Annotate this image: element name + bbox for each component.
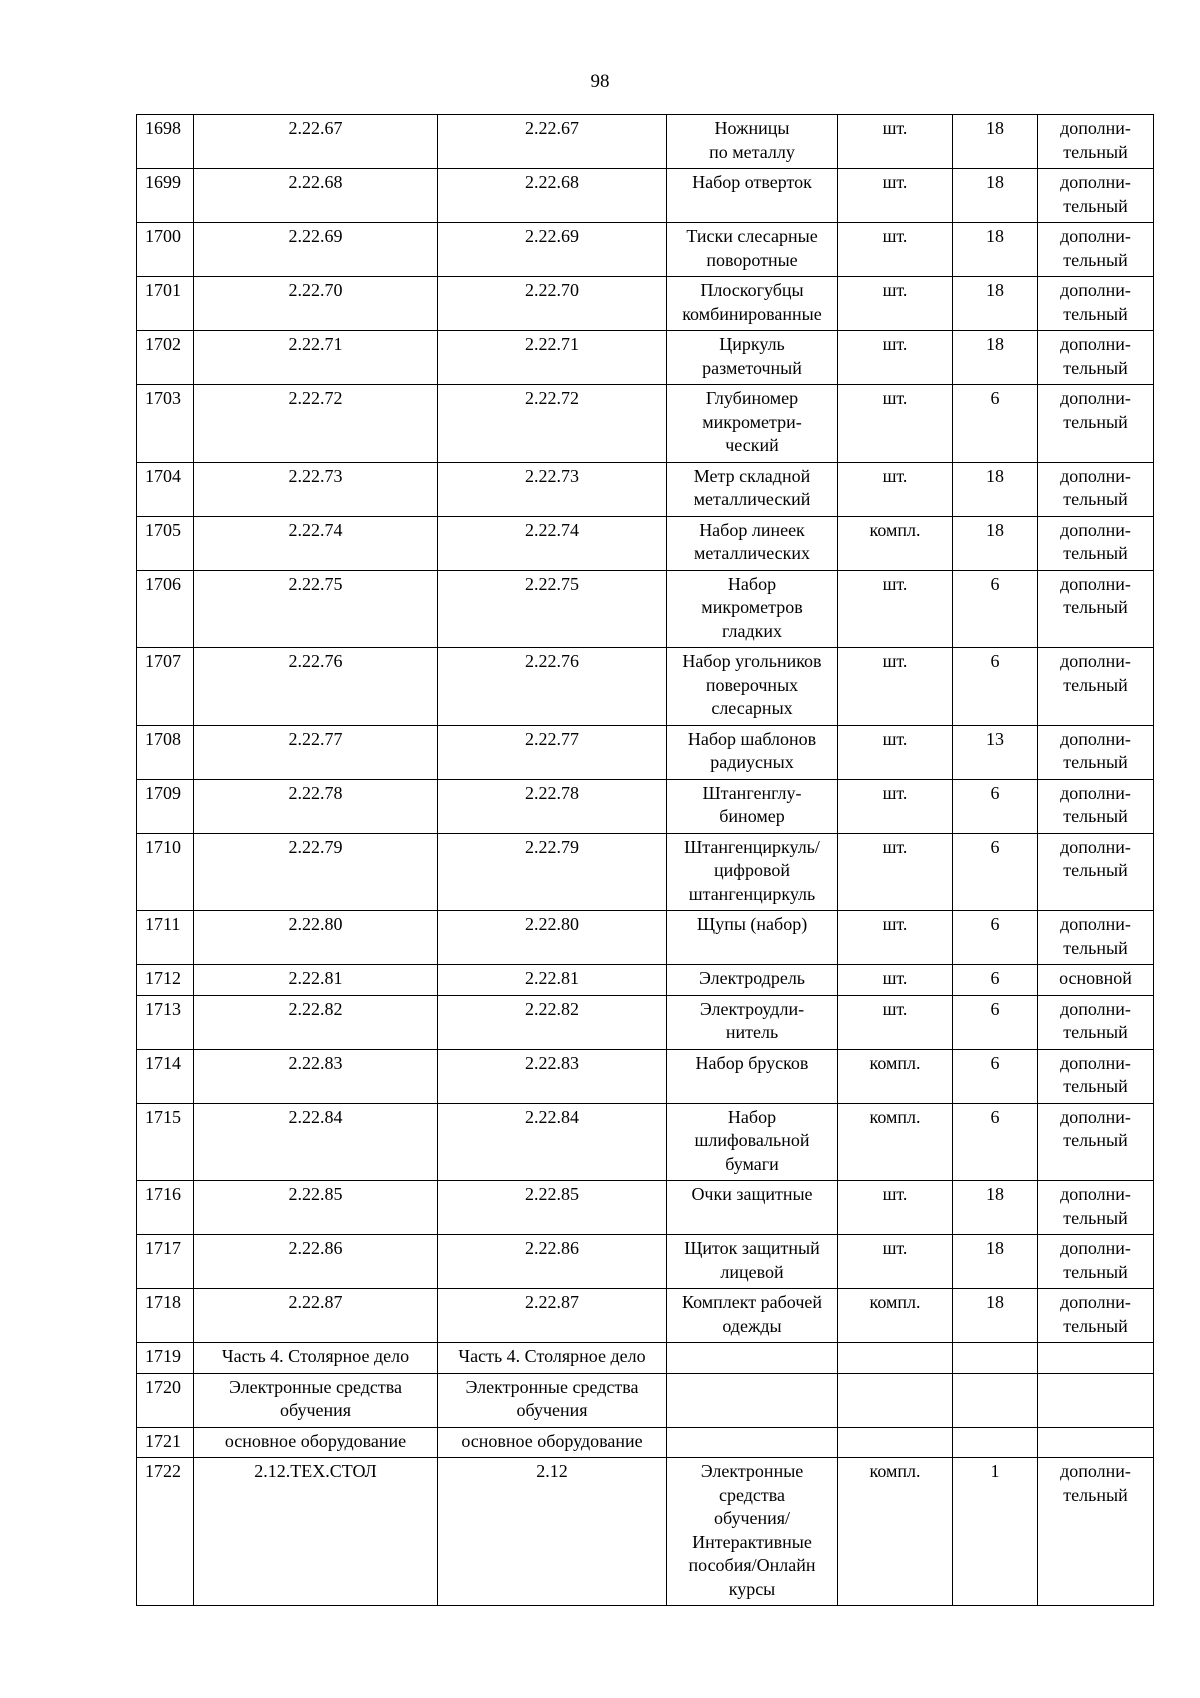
row-number-cell: 1703 — [137, 385, 194, 463]
unit-cell: шт. — [838, 277, 953, 331]
category-cell: дополни- тельный — [1038, 779, 1154, 833]
ref-code-cell: 2.22.81 — [438, 965, 667, 996]
ref-code-cell: 2.22.74 — [438, 516, 667, 570]
quantity-cell: 18 — [953, 277, 1038, 331]
quantity-cell: 6 — [953, 965, 1038, 996]
quantity-cell: 6 — [953, 570, 1038, 648]
category-cell: дополни- тельный — [1038, 1235, 1154, 1289]
category-cell: дополни- тельный — [1038, 115, 1154, 169]
table-row — [137, 1458, 1154, 1606]
code-cell: 2.22.82 — [194, 995, 438, 1049]
item-name-cell: Циркуль разметочный — [667, 331, 838, 385]
table-row — [137, 1181, 1154, 1235]
quantity-cell — [953, 1373, 1038, 1427]
quantity-cell — [953, 1343, 1038, 1374]
table-row — [137, 965, 1154, 996]
category-cell: дополни- тельный — [1038, 1103, 1154, 1181]
category-cell: дополни- тельный — [1038, 1049, 1154, 1103]
unit-cell — [838, 1343, 953, 1374]
category-cell: дополни- тельный — [1038, 570, 1154, 648]
code-cell: 2.12.ТЕХ.СТОЛ — [194, 1458, 438, 1606]
category-cell: дополни- тельный — [1038, 331, 1154, 385]
code-cell: 2.22.85 — [194, 1181, 438, 1235]
ref-code-cell: 2.22.79 — [438, 833, 667, 911]
item-name-cell: Глубиномер микрометри- ческий — [667, 385, 838, 463]
quantity-cell: 6 — [953, 1103, 1038, 1181]
item-name-cell: Набор угольников поверочных слесарных — [667, 648, 838, 726]
unit-cell: шт. — [838, 1235, 953, 1289]
row-number-cell: 1720 — [137, 1373, 194, 1427]
category-cell — [1038, 1373, 1154, 1427]
category-cell: основной — [1038, 965, 1154, 996]
category-cell — [1038, 1343, 1154, 1374]
ref-code-cell: 2.22.75 — [438, 570, 667, 648]
item-name-cell: Очки защитные — [667, 1181, 838, 1235]
unit-cell: шт. — [838, 965, 953, 996]
table-row — [137, 779, 1154, 833]
equipment-table — [136, 114, 1154, 1606]
item-name-cell: Электродрель — [667, 965, 838, 996]
code-cell: 2.22.80 — [194, 911, 438, 965]
ref-code-cell: 2.22.83 — [438, 1049, 667, 1103]
row-number-cell: 1722 — [137, 1458, 194, 1606]
item-name-cell: Щупы (набор) — [667, 911, 838, 965]
category-cell: дополни- тельный — [1038, 169, 1154, 223]
item-name-cell: Штангенглу- биномер — [667, 779, 838, 833]
category-cell — [1038, 1427, 1154, 1458]
item-name-cell: Набор шлифовальной бумаги — [667, 1103, 838, 1181]
table-row — [137, 1049, 1154, 1103]
item-name-cell: Набор отверток — [667, 169, 838, 223]
category-cell: дополни- тельный — [1038, 1181, 1154, 1235]
table-row — [137, 516, 1154, 570]
item-name-cell: Набор линеек металлических — [667, 516, 838, 570]
ref-code-cell: 2.22.71 — [438, 331, 667, 385]
table-row — [137, 911, 1154, 965]
table-row — [137, 1343, 1154, 1374]
quantity-cell: 1 — [953, 1458, 1038, 1606]
ref-code-cell: 2.22.78 — [438, 779, 667, 833]
unit-cell: компл. — [838, 516, 953, 570]
row-number-cell: 1707 — [137, 648, 194, 726]
unit-cell: шт. — [838, 115, 953, 169]
quantity-cell: 18 — [953, 462, 1038, 516]
category-cell: дополни- тельный — [1038, 995, 1154, 1049]
code-cell: 2.22.74 — [194, 516, 438, 570]
item-name-cell: Комплект рабочей одежды — [667, 1289, 838, 1343]
row-number-cell: 1699 — [137, 169, 194, 223]
row-number-cell: 1705 — [137, 516, 194, 570]
category-cell: дополни- тельный — [1038, 725, 1154, 779]
quantity-cell: 18 — [953, 1289, 1038, 1343]
ref-code-cell: 2.22.85 — [438, 1181, 667, 1235]
row-number-cell: 1701 — [137, 277, 194, 331]
code-cell: 2.22.81 — [194, 965, 438, 996]
unit-cell — [838, 1373, 953, 1427]
code-cell: 2.22.69 — [194, 223, 438, 277]
category-cell: дополни- тельный — [1038, 462, 1154, 516]
category-cell: дополни- тельный — [1038, 1458, 1154, 1606]
category-cell: дополни- тельный — [1038, 516, 1154, 570]
ref-code-cell: 2.22.84 — [438, 1103, 667, 1181]
ref-code-cell: 2.22.86 — [438, 1235, 667, 1289]
unit-cell: шт. — [838, 385, 953, 463]
table-row — [137, 725, 1154, 779]
ref-code-cell: основное оборудование — [438, 1427, 667, 1458]
quantity-cell: 6 — [953, 911, 1038, 965]
item-name-cell: Щиток защитный лицевой — [667, 1235, 838, 1289]
quantity-cell: 18 — [953, 169, 1038, 223]
item-name-cell: Набор шаблонов радиусных — [667, 725, 838, 779]
code-cell: основное оборудование — [194, 1427, 438, 1458]
item-name-cell: Плоскогубцы комбинированные — [667, 277, 838, 331]
row-number-cell: 1719 — [137, 1343, 194, 1374]
ref-code-cell: 2.22.80 — [438, 911, 667, 965]
table-row — [137, 277, 1154, 331]
quantity-cell: 6 — [953, 1049, 1038, 1103]
row-number-cell: 1698 — [137, 115, 194, 169]
code-cell: 2.22.86 — [194, 1235, 438, 1289]
code-cell: 2.22.71 — [194, 331, 438, 385]
table-body — [137, 115, 1154, 1606]
category-cell: дополни- тельный — [1038, 648, 1154, 726]
code-cell: 2.22.68 — [194, 169, 438, 223]
row-number-cell: 1716 — [137, 1181, 194, 1235]
item-name-cell: Электронные средства обучения/ Интерактивные пособия/Онлайн курсы — [667, 1458, 838, 1606]
quantity-cell: 18 — [953, 115, 1038, 169]
unit-cell: компл. — [838, 1458, 953, 1606]
unit-cell: компл. — [838, 1289, 953, 1343]
quantity-cell: 18 — [953, 1181, 1038, 1235]
code-cell: 2.22.70 — [194, 277, 438, 331]
quantity-cell: 6 — [953, 648, 1038, 726]
table-row — [137, 1289, 1154, 1343]
page-number: 98 — [590, 71, 610, 92]
code-cell: 2.22.77 — [194, 725, 438, 779]
row-number-cell: 1711 — [137, 911, 194, 965]
unit-cell: шт. — [838, 169, 953, 223]
quantity-cell: 6 — [953, 779, 1038, 833]
row-number-cell: 1714 — [137, 1049, 194, 1103]
item-name-cell: Метр складной металлический — [667, 462, 838, 516]
row-number-cell: 1710 — [137, 833, 194, 911]
row-number-cell: 1715 — [137, 1103, 194, 1181]
unit-cell: компл. — [838, 1103, 953, 1181]
category-cell: дополни- тельный — [1038, 223, 1154, 277]
unit-cell: шт. — [838, 725, 953, 779]
table-row — [137, 1373, 1154, 1427]
row-number-cell: 1708 — [137, 725, 194, 779]
code-cell: 2.22.78 — [194, 779, 438, 833]
code-cell: 2.22.75 — [194, 570, 438, 648]
table-row — [137, 385, 1154, 463]
unit-cell: шт. — [838, 223, 953, 277]
item-name-cell — [667, 1343, 838, 1374]
row-number-cell: 1706 — [137, 570, 194, 648]
ref-code-cell: 2.22.77 — [438, 725, 667, 779]
table-row — [137, 1103, 1154, 1181]
item-name-cell: Электроудли- нитель — [667, 995, 838, 1049]
quantity-cell: 18 — [953, 331, 1038, 385]
item-name-cell: Набор брусков — [667, 1049, 838, 1103]
unit-cell: шт. — [838, 462, 953, 516]
item-name-cell — [667, 1373, 838, 1427]
ref-code-cell: 2.22.68 — [438, 169, 667, 223]
code-cell: 2.22.79 — [194, 833, 438, 911]
unit-cell — [838, 1427, 953, 1458]
row-number-cell: 1713 — [137, 995, 194, 1049]
ref-code-cell: 2.22.87 — [438, 1289, 667, 1343]
quantity-cell: 6 — [953, 833, 1038, 911]
quantity-cell: 18 — [953, 223, 1038, 277]
row-number-cell: 1702 — [137, 331, 194, 385]
table-row — [137, 331, 1154, 385]
table-row — [137, 833, 1154, 911]
category-cell: дополни- тельный — [1038, 277, 1154, 331]
quantity-cell: 6 — [953, 995, 1038, 1049]
unit-cell: шт. — [838, 648, 953, 726]
table-row — [137, 462, 1154, 516]
code-cell: 2.22.72 — [194, 385, 438, 463]
unit-cell: шт. — [838, 779, 953, 833]
quantity-cell: 18 — [953, 516, 1038, 570]
category-cell: дополни- тельный — [1038, 833, 1154, 911]
row-number-cell: 1709 — [137, 779, 194, 833]
table-row — [137, 995, 1154, 1049]
table-row — [137, 1235, 1154, 1289]
table-row — [137, 1427, 1154, 1458]
ref-code-cell: Электронные средства обучения — [438, 1373, 667, 1427]
quantity-cell: 6 — [953, 385, 1038, 463]
item-name-cell: Штангенциркуль/ цифровой штангенциркуль — [667, 833, 838, 911]
quantity-cell: 13 — [953, 725, 1038, 779]
row-number-cell: 1718 — [137, 1289, 194, 1343]
row-number-cell: 1712 — [137, 965, 194, 996]
category-cell: дополни- тельный — [1038, 1289, 1154, 1343]
category-cell: дополни- тельный — [1038, 385, 1154, 463]
code-cell: 2.22.87 — [194, 1289, 438, 1343]
ref-code-cell: 2.22.73 — [438, 462, 667, 516]
code-cell: Часть 4. Столярное дело — [194, 1343, 438, 1374]
unit-cell: шт. — [838, 833, 953, 911]
quantity-cell: 18 — [953, 1235, 1038, 1289]
item-name-cell: Тиски слесарные поворотные — [667, 223, 838, 277]
code-cell: Электронные средства обучения — [194, 1373, 438, 1427]
ref-code-cell: 2.22.69 — [438, 223, 667, 277]
code-cell: 2.22.76 — [194, 648, 438, 726]
table-row — [137, 169, 1154, 223]
category-cell: дополни- тельный — [1038, 911, 1154, 965]
row-number-cell: 1717 — [137, 1235, 194, 1289]
table-row — [137, 115, 1154, 169]
row-number-cell: 1721 — [137, 1427, 194, 1458]
table-row — [137, 570, 1154, 648]
unit-cell: шт. — [838, 570, 953, 648]
ref-code-cell: 2.22.70 — [438, 277, 667, 331]
table-row — [137, 223, 1154, 277]
table-row — [137, 648, 1154, 726]
item-name-cell: Ножницы по металлу — [667, 115, 838, 169]
quantity-cell — [953, 1427, 1038, 1458]
item-name-cell — [667, 1427, 838, 1458]
ref-code-cell: 2.22.76 — [438, 648, 667, 726]
code-cell: 2.22.73 — [194, 462, 438, 516]
unit-cell: шт. — [838, 331, 953, 385]
unit-cell: шт. — [838, 1181, 953, 1235]
ref-code-cell: Часть 4. Столярное дело — [438, 1343, 667, 1374]
code-cell: 2.22.67 — [194, 115, 438, 169]
code-cell: 2.22.84 — [194, 1103, 438, 1181]
row-number-cell: 1704 — [137, 462, 194, 516]
row-number-cell: 1700 — [137, 223, 194, 277]
code-cell: 2.22.83 — [194, 1049, 438, 1103]
ref-code-cell: 2.22.72 — [438, 385, 667, 463]
unit-cell: шт. — [838, 995, 953, 1049]
unit-cell: компл. — [838, 1049, 953, 1103]
unit-cell: шт. — [838, 911, 953, 965]
ref-code-cell: 2.12 — [438, 1458, 667, 1606]
item-name-cell: Набор микрометров гладких — [667, 570, 838, 648]
ref-code-cell: 2.22.82 — [438, 995, 667, 1049]
ref-code-cell: 2.22.67 — [438, 115, 667, 169]
